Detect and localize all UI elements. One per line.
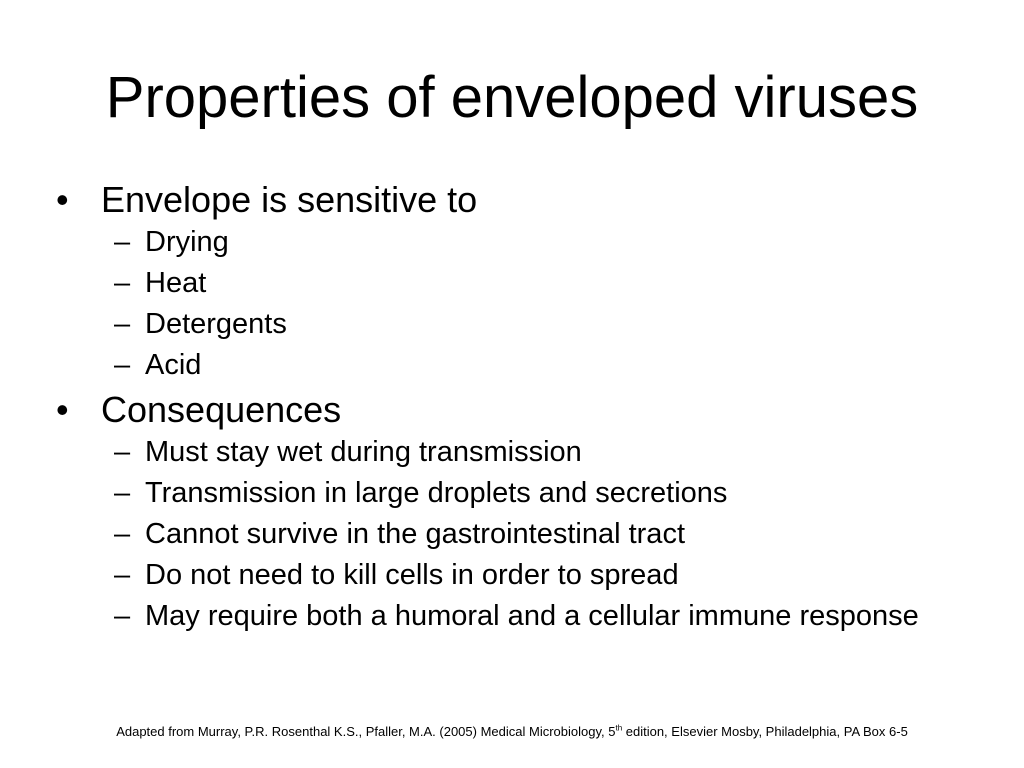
sub-bullet-item (56, 436, 986, 469)
sub-bullet-text: May require both a humoral and a cellular immune response (145, 600, 919, 632)
dash-glyph: – (114, 267, 131, 299)
sub-bullet-item (56, 477, 986, 510)
dash-glyph: – (114, 349, 131, 381)
sub-bullet-text: Cannot survive in the gastrointestinal tract (145, 518, 685, 550)
slide-body (56, 178, 986, 633)
bullet-glyph: • (56, 389, 69, 430)
bullet-text: Consequences (101, 389, 342, 430)
dash-glyph: – (114, 308, 131, 340)
dash-glyph: – (114, 477, 131, 509)
footnote-text-after: edition, Elsevier Mosby, Philadelphia, PA Box 6-5 (622, 724, 908, 739)
sub-bullet-item (56, 600, 986, 633)
footnote-text-before: Adapted from Murray, P.R. Rosenthal K.S., Pfaller, M.A. (2005) Medical Microbiology, 5 (116, 724, 616, 739)
sub-bullet-text: Do not need to kill cells in order to spread (145, 559, 679, 591)
bullet-text: Envelope is sensitive to (101, 179, 478, 220)
sub-bullet-text: Drying (145, 226, 229, 258)
dash-glyph: – (114, 226, 131, 258)
footnote-superscript: th (615, 723, 623, 733)
sub-bullet-item (56, 349, 986, 382)
bullet-item (56, 178, 986, 222)
dash-glyph: – (114, 436, 131, 468)
sub-bullet-item (56, 308, 986, 341)
slide-title: Properties of enveloped viruses (105, 65, 919, 130)
sub-bullet-item (56, 559, 986, 592)
dash-glyph: – (114, 600, 131, 632)
bullet-group-consequences (56, 388, 986, 633)
sub-bullet-item (56, 518, 986, 551)
bullet-item (56, 388, 986, 432)
sub-bullet-text: Transmission in large droplets and secretions (145, 477, 728, 509)
sub-bullet-text: Acid (145, 349, 202, 381)
sub-bullet-text: Must stay wet during transmission (145, 436, 582, 468)
bullet-glyph: • (56, 179, 69, 220)
sub-bullet-item (56, 226, 986, 259)
sub-bullet-item (56, 267, 986, 300)
sub-bullet-text: Heat (145, 267, 207, 299)
dash-glyph: – (114, 518, 131, 550)
bullet-group-envelope (56, 178, 986, 382)
sub-bullet-text: Detergents (145, 308, 287, 340)
citation-footnote (0, 724, 1024, 740)
dash-glyph: – (114, 559, 131, 591)
